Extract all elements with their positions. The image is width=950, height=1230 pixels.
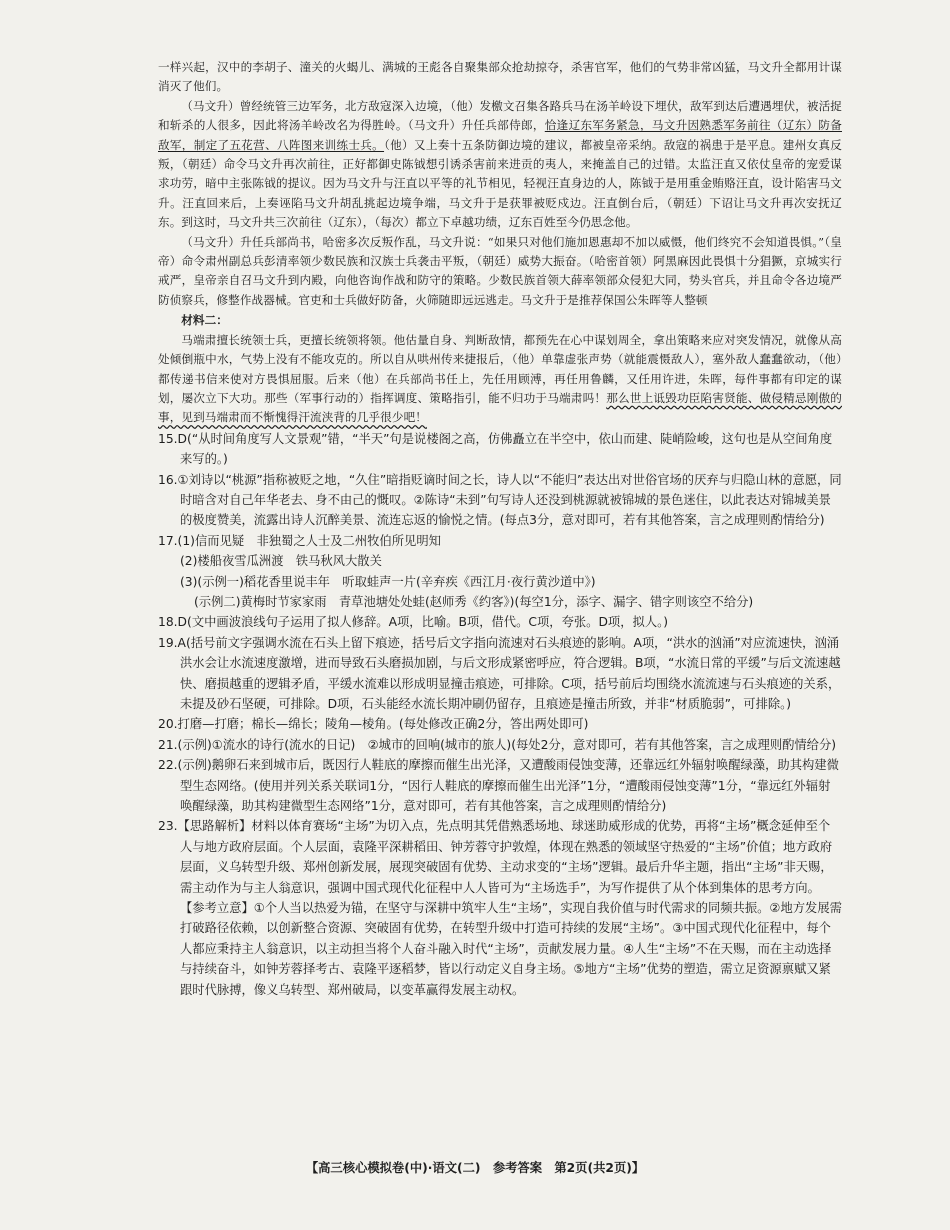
translation-section [158, 58, 842, 428]
material-two-heading: 材料二： [181, 313, 228, 328]
translation-paragraph [158, 97, 842, 233]
answer-17-line: 17.(1)信而见疑 非独蜀之人士及二州牧伯所见明知 [158, 533, 441, 548]
text-run: （他）又上奏十五条防御边境的建议，都被皇帝采纳。敌寇的祸患于是平息。建州女真反叛，（朝廷）命令马文升再次前往，正好都御史陈钺想引诱杀害前来进贡的夷人，来掩盖自己的过错。太监汪直又依仗皇帝的宠爱谋求功劳，暗中主张陈钺的提议。因为马文升与汪直以平等的礼节相见，轻视汪直身边的人，陈钺于是用重金贿赂汪直，设计陷害马文升。汪直回来后，上奏诬陷马文升胡乱挑起边境争端，马文升于是获罪被贬戍边。汪直倒台后，（朝廷）下诏让马文升再次安抚辽东。到这时，马文升共三次前往（辽东），（每次）都立下卓越功绩，辽东百姓至今仍思念他。 [158, 137, 843, 230]
answer-18: 18.D(文中画波浪线句子运用了拟人修辞。A项，比喻。B项，借代。C项，夸张。D项，拟人。) [158, 615, 669, 630]
answer-22: 22.(示例)鹅卵石来到城市后，既因行人鞋底的摩擦而催生出光泽，又遭酸雨侵蚀变薄，还靠远红外辐射唤醒绿藻，助其构建微型生态网络。(使用并列关系关联词1分，“因行人鞋底的摩擦而催生出光泽”1分，“遭酸雨侵蚀变薄”1分，“靠远红外辐射唤醒绿藻，助其构建微型生态网络”1分，意对即可，若有其他答案，言之成理则酌情给分) [158, 758, 839, 814]
answer-21: 21.(示例)①流水的诗行(流水的日记) ②城市的回响(城市的旅人)(每处2分，意对即可，若有其他答案，言之成理则酌情给分) [158, 737, 837, 752]
answer-19: 19.A(括号前文字强调水流在石头上留下痕迹，括号后文字指向流速对石头痕迹的影响。A项，“洪水的汹涌”对应流速快，汹涌洪水会让水流速度激增，进而导致石头磨损加剧，与后文形成紧密呼应，符合逻辑。B项，“水流日常的平缓”与后文流速越快、磨损越重的逻辑矛盾，平缓水流难以形成明显撞击痕迹，可排除。C项，括号前后均围绕水流流速与石头痕迹的关系，未提及砂石坚硬，可排除。D项，石头能经水流长期冲刷仍留存，且痕迹是撞击所致，并非“材质脆弱”，可排除。) [158, 635, 841, 711]
answer-17-line: (示例二)黄梅时节家家雨 青草池塘处处蛙(赵师秀《约客》)(每空1分，添字、漏字、错字则该空不给分) [194, 594, 754, 609]
translation-paragraph: 一样兴起，汉中的李胡子、潼关的火蝎儿、满城的王彪各自聚集部众抢劫掠夺，杀害官军，他们的气势非常凶猛，马文升全都用计谋消灭了他们。 [158, 60, 842, 94]
answer-17-line: (3)(示例一)稻花香里说丰年 听取蛙声一片(辛弃疾《西江月·夜行黄沙道中》) [180, 574, 596, 589]
page-footer: 【高三核心模拟卷(中)·语文(二) 参考答案 第2页(共2页)】 [305, 1161, 645, 1175]
answer-23-analysis: 23.【思路解析】材料以体育赛场“主场”为切入点，先点明其凭借熟悉场地、球迷助威形成的优势，再将“主场”概念延伸至个人与地方政府层面。个人层面，袁隆平深耕稻田、钟芳蓉守护敦煌，体现在熟悉的领域坚守热爱的“主场”价值；地方政府层面，义乌转型升级、郑州创新发展，展现突破固有优势、主动求变的“主场”逻辑。最后升华主题，指出“主场”非天赐，需主动作为与主人翁意识，强调中国式现代化征程中人人皆可为“主场选手”，为写作提供了从个体到集体的思考方向。 [158, 819, 833, 895]
answer-15: 15.D(“从时间角度写人文景观”错，“半天”句是说楼阁之高，仿佛矗立在半空中，依山而建、陡峭险峻，这句也是从空间角度来写的。) [158, 431, 833, 467]
answer-17-line: (2)楼船夜雪瓜洲渡 铁马秋风大散关 [180, 554, 382, 569]
translation-paragraph: （马文升）升任兵部尚书，哈密多次反叛作乱，马文升说：“如果只对他们施加恩惠却不加以威慑，他们终究不会知道畏惧。”（皇帝）命令肃州副总兵彭清率领少数民族和汉族士兵袭击平叛，（朝廷）威势大振奋。（哈密首领）阿黑麻因此畏惧十分猖獗，京城实行戒严，皇帝亲自召马文升到内殿，向他咨询作战和防守的策略。少数民族首领大薛率领部众侵犯大同，势头官兵，并且命令各边境严防侦察兵，修整作战器械。官吏和士兵做好防备，火筛随即远远逃走。马文升于是推荐保国公朱晖等人整顿 [158, 234, 842, 307]
answer-23-reference: 【参考立意】①个人当以热爱为锚，在坚守与深耕中筑牢人生“主场”，实现自我价值与时代需求的同频共振。②地方发展需打破路径依赖，以创新整合资源、突破固有优势，在转型升级中打造可持续的发展“主场”。③中国式现代化征程中，每个人都应秉持主人翁意识，以主动担当将个人奋斗融入时代“主场”，贡献发展力量。④人生“主场”不在天赐，而在主动选择与持续奋斗，如钟芳蓉择考古、袁隆平逐稻梦，皆以行动定义自身主场。⑤地方“主场”优势的塑造，需立足资源禀赋又紧跟时代脉搏，像义乌转型、郑州破局，以变革赢得发展主动权。 [180, 901, 842, 997]
answers-section [158, 429, 842, 1000]
underlined-sentence: 恰逢辽东军务紧急，马文升因熟悉军务前往（辽东）防备敌军，制定了五花营、八阵图来训练士兵。 [158, 118, 842, 152]
answer-16: 16.①刘诗以“桃源”指称被贬之地，“久住”暗指贬谪时间之长，诗人以“不能归”表达出对世俗官场的厌弃与归隐山林的意愿，同时暗含对自己年华老去、身不由己的慨叹。②陈诗“未到”句写诗人还没到桃源就被锦城的景色迷住，以此表达对锦城美景的极度赞美，流露出诗人沉醉美景、流连忘返的愉悦之情。(每点3分，意对即可，若有其他答案，言之成理则酌情给分) [158, 472, 842, 528]
text-run: （马文升）曾经统管三边军务，北方敌寇深入边境，（他）发檄文召集各路兵马在汤羊岭设下埋伏，敌军到达后遭遇埋伏，被活捉和斩杀的人很多，因此将汤羊岭改名为得胜岭。（马文升）升任兵部侍郎， [158, 98, 842, 133]
wavy-underlined-sentence: 那么世上诋毁功臣陷害贤能、做侵精忌刚傲的事，见到马端肃而不惭愧得汗流浃背的几乎很少吧！ [158, 390, 842, 425]
text-run: 马端肃擅长统领士兵，更擅长统领将领。他估量自身、判断敌情，都预先在心中谋划周全，拿出策略来应对突发情况，就像从高处倾倒瓶中水，气势上没有不能攻克的。所以自从哄州传来捷报后，（他）单靠虚张声势（就能震慑敌人），塞外敌人蠢蠢欲动，（他）都传递书信来使对方畏惧屈服。后来（他）在兵部尚书任上，先任用顾溥，再任用鲁麟，又任用许进，朱晖，每件事都有印定的谋划，屡次立下大功。那些（军事行动的）指挥调度、策略指引，能不归功于马端肃吗！ [158, 332, 842, 405]
translation-paragraph [158, 331, 842, 428]
answer-20: 20.打磨—打磨；棉长—绵长；陵角—棱角。(每处修改正确2分，答出两处即可) [158, 717, 589, 732]
